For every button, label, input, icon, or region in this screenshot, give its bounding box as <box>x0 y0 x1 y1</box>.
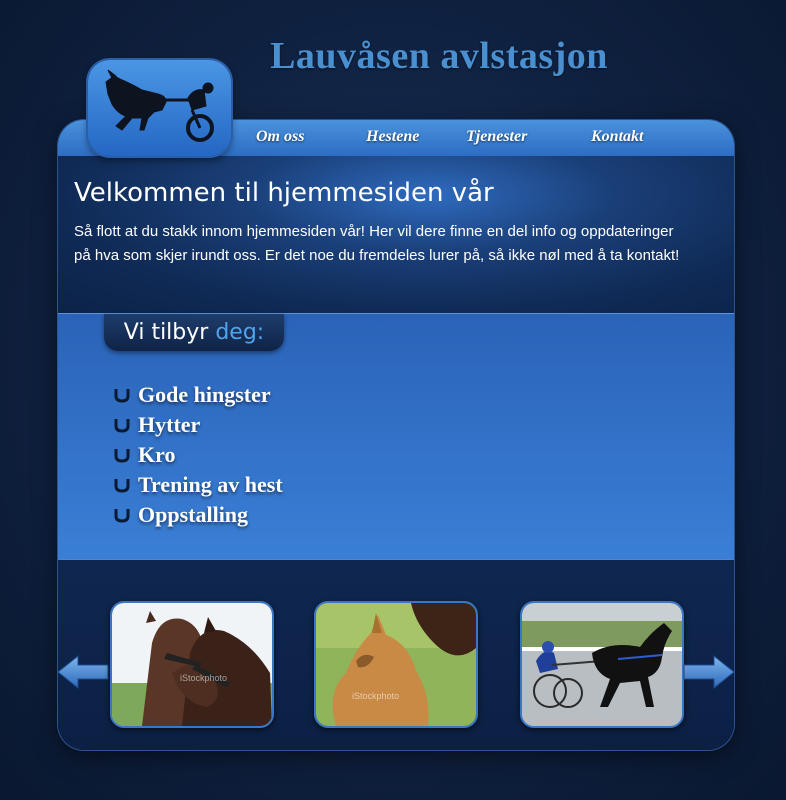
gallery-watermark: iStockphoto <box>180 673 228 683</box>
offer-heading-accent: deg: <box>215 320 265 345</box>
nav-link-hestene[interactable]: Hestene <box>366 128 420 145</box>
offer-heading-main: Vi tilbyr <box>123 320 209 345</box>
offer-item-label: Oppstalling <box>138 502 249 527</box>
nav-link-kontakt[interactable]: Kontakt <box>591 128 644 145</box>
horseshoe-icon <box>114 417 130 433</box>
arrow-left-icon[interactable] <box>58 652 110 692</box>
offer-list <box>114 380 283 530</box>
offer-section <box>58 313 734 560</box>
nav-link-om-oss[interactable]: Om oss <box>256 128 305 145</box>
site-logo[interactable] <box>88 60 231 156</box>
harness-racing-photo <box>522 603 682 726</box>
welcome-heading: Velkommen til hjemmesiden vår <box>74 178 494 208</box>
foal-and-mare-photo <box>316 603 476 726</box>
horseshoe-icon <box>114 477 130 493</box>
horseshoe-icon <box>114 507 130 523</box>
welcome-text: Så flott at du stakk innom hjemmesiden vår! Her vil dere finne en del info og oppdateringer på hva som skjer irundt oss. Er det noe du fremdeles lurer på, så ikke nøl med å ta kontakt! <box>74 223 680 264</box>
arrow-right-icon[interactable] <box>682 652 734 692</box>
photo-gallery <box>58 559 734 750</box>
offer-heading <box>104 314 284 351</box>
offer-item-label: Trening av hest <box>138 472 283 497</box>
site-title: Lauvåsen avlstasjon <box>270 35 608 77</box>
offer-item-label: Kro <box>138 442 176 467</box>
gallery-thumb-two-horses[interactable] <box>110 601 274 728</box>
offer-list-item <box>114 500 283 530</box>
gallery-thumb-harness-racing[interactable] <box>520 601 684 728</box>
gallery-thumb-foal[interactable] <box>314 601 478 728</box>
offer-list-item <box>114 440 283 470</box>
main-panel <box>58 120 734 750</box>
offer-list-item <box>114 470 283 500</box>
offer-list-item <box>114 410 283 440</box>
welcome-section <box>58 156 734 313</box>
horse-and-sulky-logo-icon <box>88 60 231 156</box>
nav-link-tjenester[interactable]: Tjenester <box>466 128 528 145</box>
offer-item-label: Hytter <box>138 412 201 437</box>
offer-item-label: Gode hingster <box>138 382 271 407</box>
gallery-watermark: iStockphoto <box>352 691 400 701</box>
offer-list-item <box>114 380 283 410</box>
horseshoe-icon <box>114 447 130 463</box>
horseshoe-icon <box>114 387 130 403</box>
two-horses-photo <box>112 603 272 726</box>
